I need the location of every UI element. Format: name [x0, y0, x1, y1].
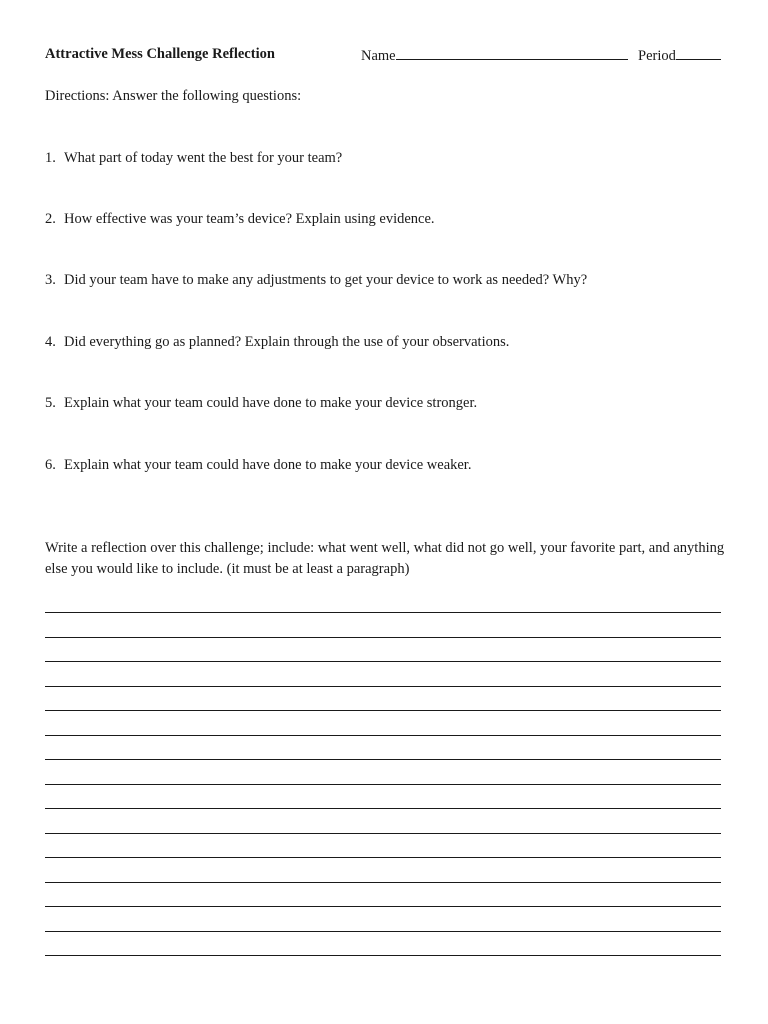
writing-line[interactable]: [45, 808, 721, 833]
writing-line[interactable]: [45, 955, 721, 980]
question-5: [45, 395, 477, 412]
period-field[interactable]: [638, 46, 721, 65]
question-1: [45, 150, 342, 167]
question-text: Explain what your team could have done to make your device stronger.: [64, 395, 478, 411]
period-blank-line[interactable]: [676, 46, 721, 60]
writing-line[interactable]: [45, 637, 721, 662]
writing-line[interactable]: [45, 833, 721, 858]
question-number: 2.: [45, 211, 56, 227]
question-4: [45, 334, 509, 351]
writing-line[interactable]: [45, 612, 721, 637]
directions-text: Directions: Answer the following questions:: [45, 88, 302, 104]
writing-line[interactable]: [45, 735, 721, 760]
writing-line[interactable]: [45, 759, 721, 784]
writing-line[interactable]: [45, 784, 721, 809]
reflection-prompt: Write a reflection over this challenge; include: what went well, what did not go well, your favorite part, and anything else you would like to include. (it must be at least a paragraph): [45, 540, 725, 577]
question-number: 4.: [45, 334, 56, 350]
question-number: 3.: [45, 272, 56, 288]
question-6: [45, 457, 471, 474]
writing-line[interactable]: [45, 710, 721, 735]
name-field[interactable]: [361, 46, 628, 65]
question-text: Did everything go as planned? Explain through the use of your observations.: [64, 334, 510, 350]
question-number: 1.: [45, 150, 56, 166]
question-2: [45, 211, 435, 228]
writing-line[interactable]: [45, 686, 721, 711]
writing-line[interactable]: [45, 857, 721, 882]
worksheet-title: Attractive Mess Challenge Reflection: [45, 46, 275, 62]
writing-line[interactable]: [45, 882, 721, 907]
question-text: Explain what your team could have done to make your device weaker.: [64, 457, 472, 473]
question-text: What part of today went the best for your team?: [64, 150, 343, 166]
reflection-writing-area[interactable]: [45, 612, 721, 980]
writing-line[interactable]: [45, 931, 721, 956]
question-number: 6.: [45, 457, 56, 473]
question-number: 5.: [45, 395, 56, 411]
question-text: How effective was your team’s device? Explain using evidence.: [64, 211, 435, 227]
period-label: Period: [638, 48, 676, 64]
question-text: Did your team have to make any adjustments to get your device to work as needed? Why?: [64, 272, 588, 288]
name-blank-line[interactable]: [396, 46, 628, 60]
question-3: [45, 272, 587, 289]
writing-line[interactable]: [45, 906, 721, 931]
writing-line[interactable]: [45, 661, 721, 686]
name-label: Name: [361, 48, 396, 64]
